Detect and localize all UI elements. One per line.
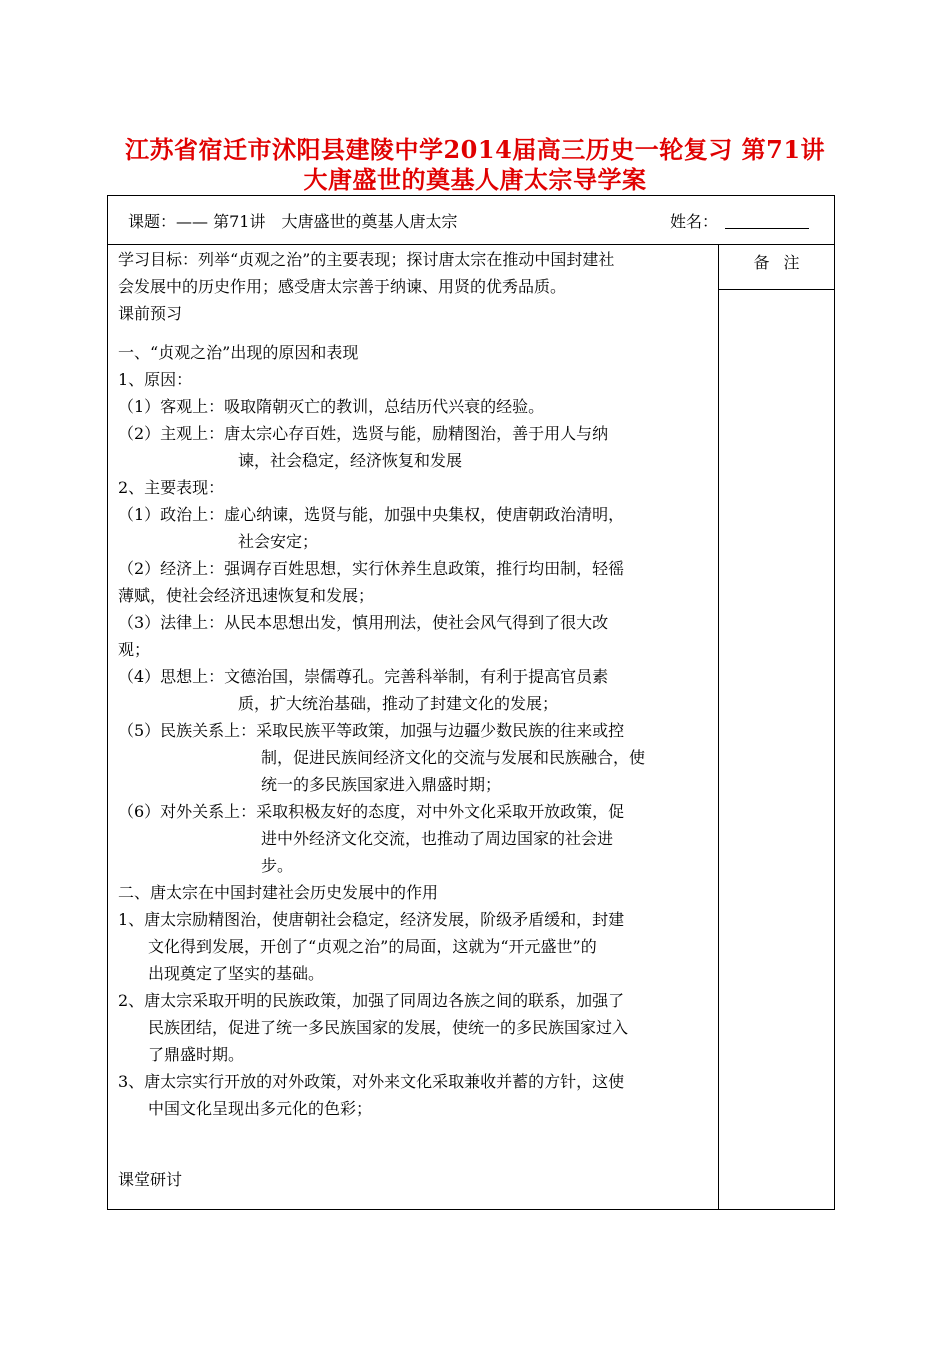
document-title	[0, 135, 950, 195]
role-item: 2、唐太宗采取开明的民族政策，加强了同周边各族之间的联系，加强了	[118, 991, 625, 1010]
topic-label: 课题：—— 第71讲 大唐盛世的奠基人唐太宗	[128, 212, 458, 231]
performance-item-cont: 制，促进民族间经济文化的交流与发展和民族融合，使	[261, 748, 646, 767]
role-item-cont: 中国文化呈现出多元化的色彩；	[148, 1099, 373, 1118]
performance-item-cont: 进中外经济文化交流，也推动了周边国家的社会进	[261, 829, 614, 848]
objective-line: 学习目标：列举“贞观之治”的主要表现；探讨唐太宗在推动中国封建社	[118, 250, 615, 269]
role-item-cont: 出现奠定了坚实的基础。	[148, 964, 325, 983]
remarks-column	[719, 244, 834, 1209]
role-item-cont: 了鼎盛时期。	[148, 1045, 245, 1064]
performance-item-cont: 步。	[261, 856, 294, 875]
name-label: 姓名：	[670, 212, 719, 231]
role-item: 3、唐太宗实行开放的对外政策，对外来文化采取兼收并蓄的方针，这使	[118, 1072, 625, 1091]
performance-item: （1）政治上：虚心纳谏，选贤与能，加强中央集权，使唐朝政治清明，	[118, 505, 625, 524]
performance-item: （6）对外关系上：采取积极友好的态度，对中外文化采取开放政策，促	[118, 802, 625, 821]
name-blank-line	[725, 228, 809, 229]
cause-item: （1）客观上：吸取隋朝灭亡的教训，总结历代兴衰的经验。	[118, 397, 545, 416]
performance-item-cont: 社会安定；	[238, 532, 319, 551]
section-1-heading: 一、“贞观之治”出现的原因和表现	[118, 343, 359, 362]
performance-item-cont: 薄赋，使社会经济迅速恢复和发展；	[118, 586, 375, 605]
role-item-cont: 民族团结，促进了统一多民族国家的发展，使统一的多民族国家过入	[148, 1018, 629, 1037]
title-line-2: 大唐盛世的奠基人唐太宗导学案	[303, 165, 647, 194]
role-item-cont: 文化得到发展，开创了“贞观之治”的局面，这就为“开元盛世”的	[148, 937, 597, 956]
performance-item-cont: 统一的多民族国家进入鼎盛时期；	[261, 775, 502, 794]
section-2-heading: 二、唐太宗在中国封建社会历史发展中的作用	[118, 883, 439, 902]
objective-line: 会发展中的历史作用；感受唐太宗善于纳谏、用贤的优秀品质。	[118, 277, 567, 296]
cause-item-cont: 谏，社会稳定，经济恢复和发展	[238, 451, 463, 470]
remarks-header: 备注	[719, 244, 834, 290]
causes-heading: 1、原因：	[118, 370, 193, 389]
content-body	[118, 246, 714, 1193]
performance-item: （5）民族关系上：采取民族平等政策，加强与边疆少数民族的往来或控	[118, 721, 625, 740]
performance-item-cont: 观；	[118, 640, 151, 659]
header-row	[108, 196, 834, 245]
title-line-1: 江苏省宿迁市沭阳县建陵中学2014届高三历史一轮复习 第71讲	[124, 135, 826, 164]
performance-item: （3）法律上：从民本思想出发，慎用刑法，使社会风气得到了很大改	[118, 613, 609, 632]
main-content-cell	[108, 244, 719, 1209]
performance-item: （2）经济上：强调存百姓思想，实行休养生息政策，推行均田制，轻徭	[118, 559, 625, 578]
performance-item-cont: 质，扩大统治基础，推动了封建文化的发展；	[238, 694, 559, 713]
classroom-heading: 课堂研讨	[118, 1170, 183, 1189]
preview-heading: 课前预习	[118, 304, 183, 323]
performance-heading: 2、主要表现：	[118, 478, 225, 497]
performance-item: （4）思想上：文德治国，崇儒尊孔。完善科举制，有利于提高官员素	[118, 667, 609, 686]
worksheet-table	[107, 195, 835, 1210]
role-item: 1、唐太宗励精图治，使唐朝社会稳定，经济发展，阶级矛盾缓和，封建	[118, 910, 625, 929]
cause-item: （2）主观上：唐太宗心存百姓，选贤与能，励精图治，善于用人与纳	[118, 424, 609, 443]
